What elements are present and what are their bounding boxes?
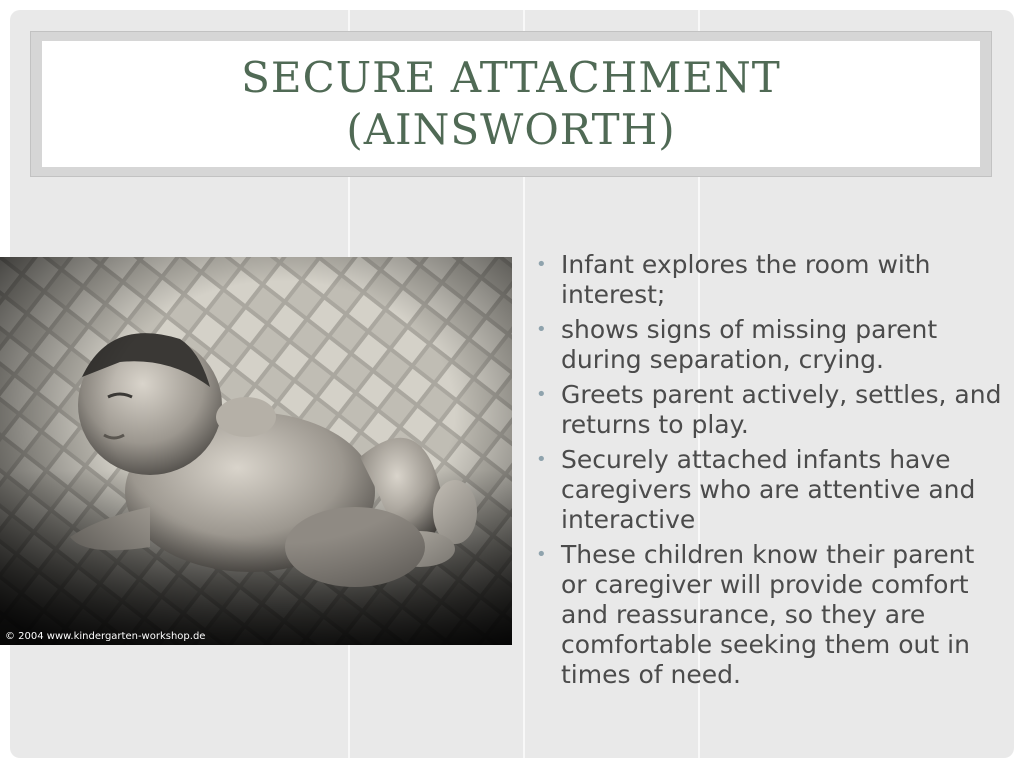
bullet-list (536, 250, 1006, 695)
title-line-1: SECURE ATTACHMENT (241, 53, 781, 102)
bullet-icon: • (536, 254, 547, 275)
bullet-item (536, 380, 1006, 440)
bullet-icon: • (536, 319, 547, 340)
bullet-item (536, 445, 1006, 535)
bullet-item (536, 315, 1006, 375)
bullet-text: These children know their parent or caregiver will provide comfort and reassurance, so they are comfortable seeking them out in times of need. (561, 540, 975, 689)
bullet-item (536, 250, 1006, 310)
bullet-text: shows signs of missing parent during separation, crying. (561, 315, 938, 374)
title-frame (30, 31, 992, 177)
title-box (42, 41, 980, 167)
bullet-icon: • (536, 544, 547, 565)
photo-caption: © 2004 www.kindergarten-workshop.de (5, 631, 206, 642)
bullet-icon: • (536, 384, 547, 405)
bullet-text: Infant explores the room with interest; (561, 250, 931, 309)
bullet-text: Greets parent actively, settles, and returns to play. (561, 380, 1002, 439)
title-line-2: (AINSWORTH) (346, 105, 676, 154)
bullet-text: Securely attached infants have caregivers who are attentive and interactive (561, 445, 976, 534)
slide-title (42, 52, 980, 156)
baby-photo (0, 257, 512, 645)
bullet-icon: • (536, 449, 547, 470)
bullet-item (536, 540, 1006, 690)
